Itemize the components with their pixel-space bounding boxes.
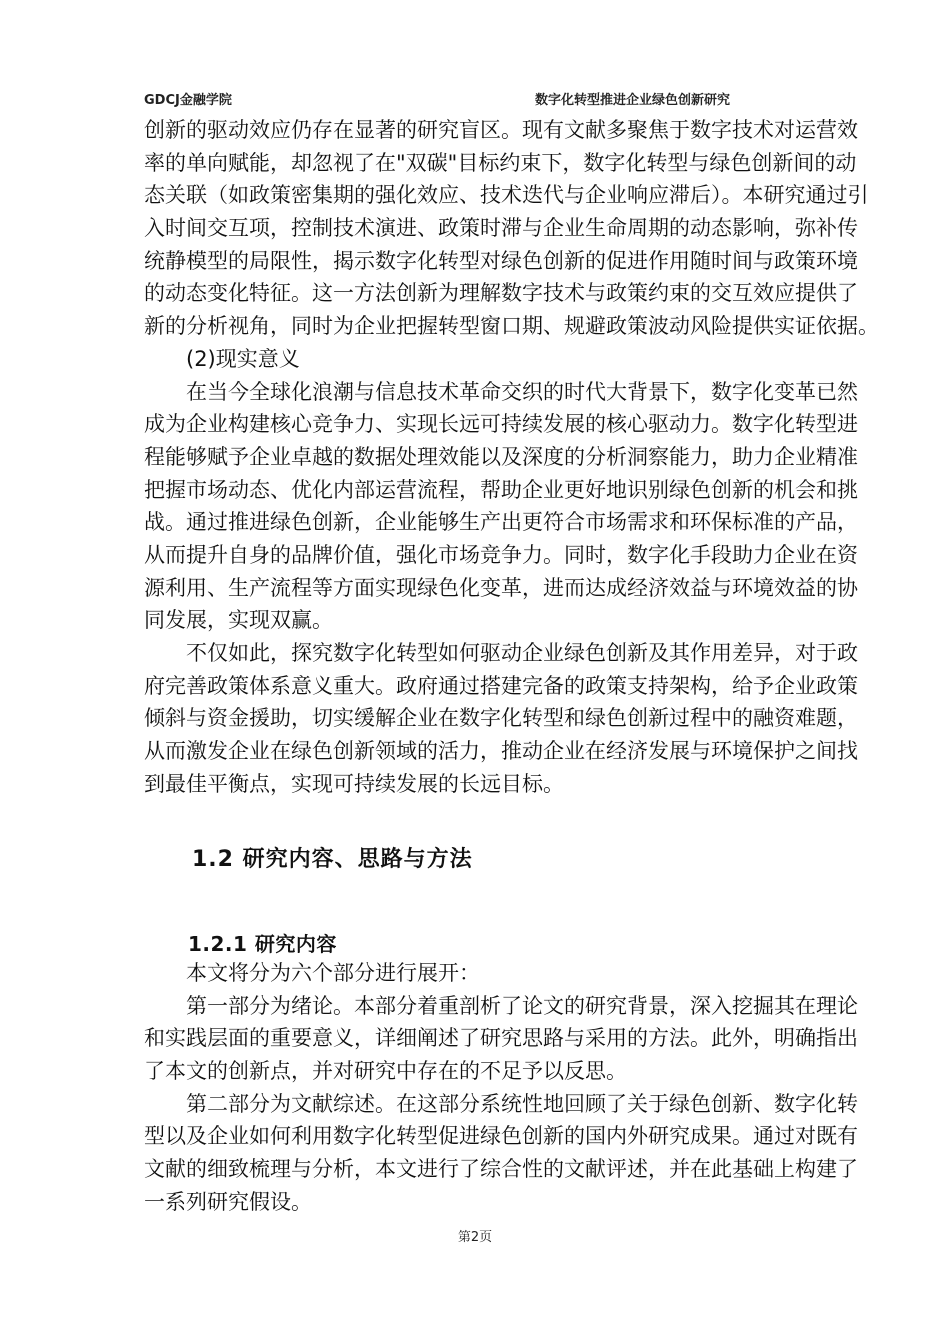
subsection-heading: 1.2.1 研究内容 [188,932,337,956]
paragraph [144,376,858,638]
paragraph [144,114,879,343]
text-line: 文献的细致梳理与分析，本文进行了综合性的文献评述，并在此基础上构建了 [144,1157,858,1182]
section-heading: 1.2 研究内容、思路与方法 [192,847,473,872]
text-line: 型以及企业如何利用数字化转型促进绿色创新的国内外研究成果。通过对既有 [144,1124,858,1149]
text-line: 战。通过推进绿色创新，企业能够生产出更符合市场需求和环保标准的产品， [144,510,858,535]
text-line: 到最佳平衡点，实现可持续发展的长远目标。 [144,771,564,796]
text-line: 态关联（如政策密集期的强化效应、技术迭代与企业响应滞后）。本研究通过引 [144,183,869,208]
paragraph [144,957,818,990]
text-line: 源利用、生产流程等方面实现绿色化变革，进而达成经济效益与环境效益的协 [144,575,858,600]
text-line: 和实践层面的重要意义，详细阐述了研究思路与采用的方法。此外，明确指出 [144,1026,858,1051]
text-line: 府完善政策体系意义重大。政府通过搭建完备的政策支持架构，给予企业政策 [144,673,858,698]
text-line: 成为企业构建核心竞争力、实现长远可持续发展的核心驱动力。数字化转型进 [144,412,858,437]
text-line: 从而激发企业在绿色创新领域的活力，推动企业在经济发展与环境保护之间找 [144,739,858,764]
paragraph [144,990,858,1088]
text-line: 一系列研究假设。 [144,1189,312,1214]
text-line: 新的分析视角，同时为企业把握转型窗口期、规避政策波动风险提供实证依据。 [144,314,879,339]
text-line: 同发展，实现双赢。 [144,608,333,633]
text-line: 的动态变化特征。这一方法创新为理解数字技术与政策约束的交互效应提供了 [144,281,858,306]
text-line: 不仅如此，探究数字化转型如何驱动企业绿色创新及其作用差异，对于政 [186,641,858,665]
text-line: 入时间交互项，控制技术演进、政策时滞与企业生命周期的动态影响，弥补传 [144,216,858,241]
page-number: 第2页 [457,1230,493,1245]
header-title: 数字化转型推进企业绿色创新研究 [535,93,731,108]
paragraph [144,343,818,376]
text-line: 创新的驱动效应仍存在显著的研究盲区。现有文献多聚焦于数字技术对运营效 [144,118,858,142]
text-line: 从而提升自身的品牌价值，强化市场竞争力。同时，数字化手段助力企业在资 [144,542,858,567]
text-line: 倾斜与资金援助，切实缓解企业在数字化转型和绿色创新过程中的融资难题， [144,706,858,731]
body-text-block-2 [144,957,858,1219]
paragraph [144,637,858,800]
text-line: 第一部分为绪论。本部分着重剖析了论文的研究背景，深入挖掘其在理论 [186,993,858,1018]
text-line: 第二部分为文献综述。在这部分系统性地回顾了关于绿色创新、数字化转 [186,1091,858,1116]
text-line: 在当今全球化浪潮与信息技术革命交织的时代大背景下，数字化变革已然 [186,379,858,404]
body-text-block-1 [144,114,879,800]
text-line: 统静模型的局限性，揭示数字化转型对绿色创新的促进作用随时间与政策环境 [144,248,858,273]
header-institution: GDCJ金融学院 [144,93,232,108]
text-line: 本文将分为六个部分进行展开： [186,961,480,985]
text-line: 把握市场动态、优化内部运营流程，帮助企业更好地识别绿色创新的机会和挑 [144,477,858,502]
text-line: (2)现实意义 [186,346,300,371]
paragraph [144,1088,858,1219]
text-line: 程能够赋予企业卓越的数据处理效能以及深度的分析洞察能力，助力企业精准 [144,444,858,469]
text-line: 了本文的创新点，并对研究中存在的不足予以反思。 [144,1059,627,1084]
text-line: 率的单向赋能，却忽视了在"双碳"目标约束下，数字化转型与绿色创新间的动 [144,150,857,175]
